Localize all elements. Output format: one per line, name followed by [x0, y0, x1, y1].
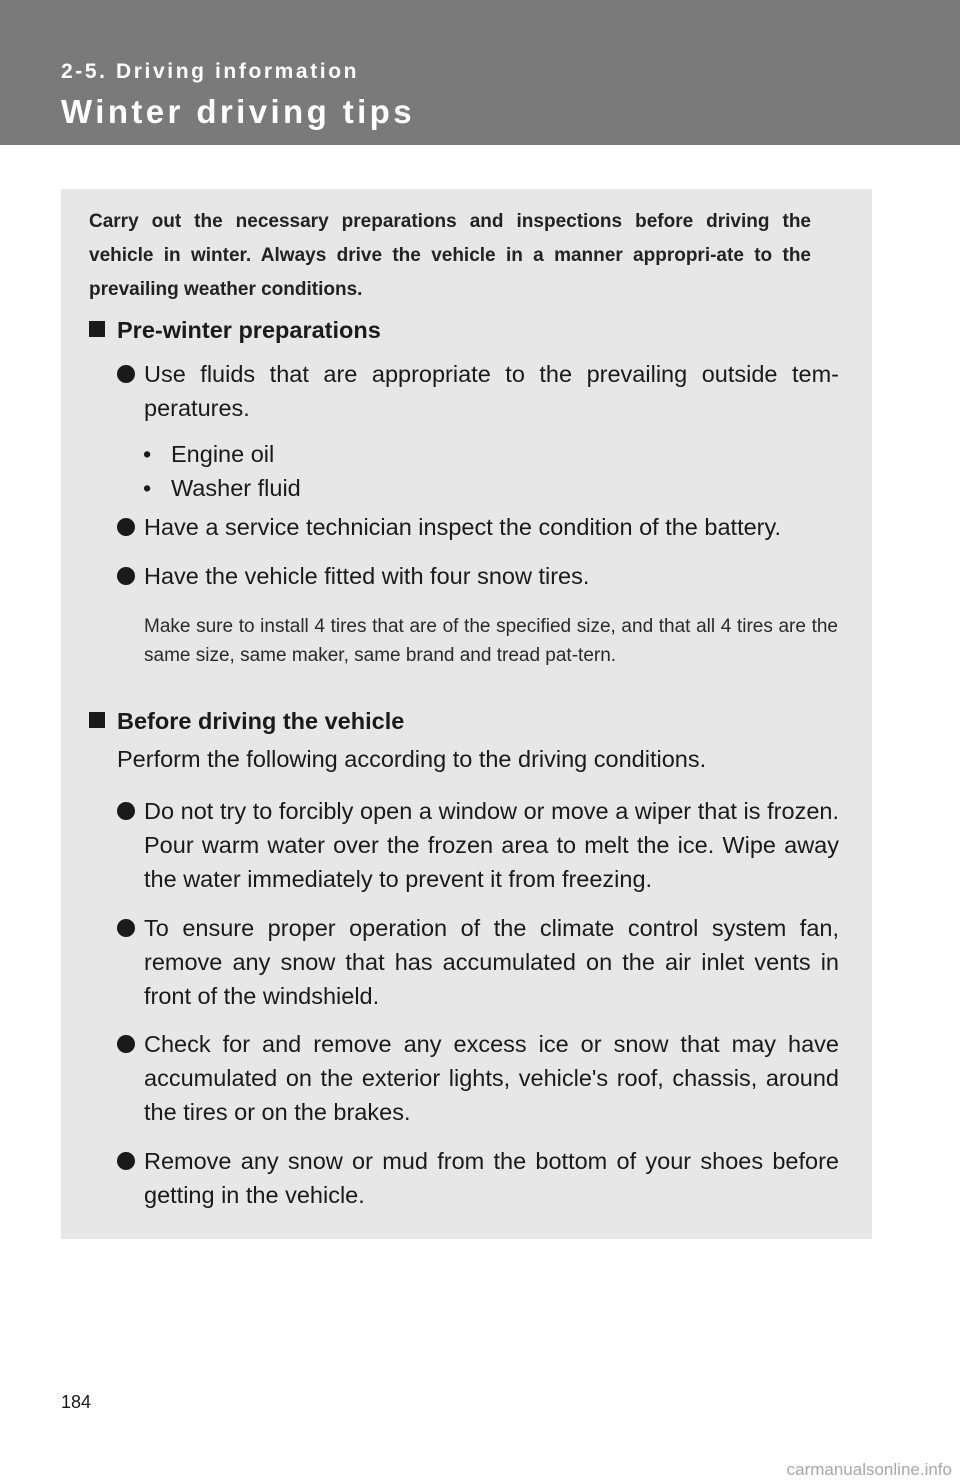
bullet-dot-icon	[117, 1152, 135, 1170]
square-bullet-icon	[89, 321, 105, 337]
sub-item-engine-oil	[143, 441, 274, 468]
bullet-dot-icon	[117, 802, 135, 820]
sub-bullet-icon: •	[143, 475, 152, 501]
page-number: 184	[61, 1392, 92, 1412]
list-item-text: Remove any snow or mud from the bottom of your shoes before getting in the vehicle.	[144, 1148, 839, 1208]
sub-item-washer-fluid	[143, 475, 301, 502]
intro-paragraph: Carry out the necessary preparations and inspections before driving the vehicle in winter. Always drive the vehicle in a manner appropri-ate to the prevailing weather conditions.	[89, 211, 811, 300]
page-title: Winter driving tips	[61, 93, 415, 130]
list-item	[117, 794, 839, 896]
bullet-dot-icon	[117, 518, 135, 536]
list-item	[117, 1144, 839, 1212]
pre-winter-heading	[89, 317, 381, 344]
section-header-bar	[0, 0, 960, 145]
before-driving-heading	[89, 708, 404, 735]
list-item	[117, 911, 839, 1013]
tire-note: Make sure to install 4 tires that are of the specified size, and that all 4 tires are the same size, same maker, same brand and tread pat-tern.	[144, 616, 838, 666]
watermark: carmanualsonline.info	[786, 1460, 952, 1479]
list-item-text: Check for and remove any excess ice or snow that may have accumulated on the exterior lights, vehicle's roof, chassis, around the tires or on the brakes.	[144, 1031, 839, 1125]
list-item-text: To ensure proper operation of the climate control system fan, remove any snow that has accumulated on the air inlet vents in front of the windshield.	[144, 915, 839, 1009]
bullet-dot-icon	[117, 567, 135, 585]
list-item-text: Use fluids that are appropriate to the prevailing outside tem-peratures.	[144, 361, 839, 421]
before-driving-intro: Perform the following according to the driving conditions.	[117, 746, 707, 772]
pre-winter-heading-text: Pre-winter preparations	[117, 317, 381, 343]
list-item	[117, 559, 839, 593]
list-item	[117, 510, 839, 544]
section-label: 2-5. Driving information	[61, 60, 360, 83]
list-item-text: Have a service technician inspect the condition of the battery.	[144, 514, 782, 540]
bullet-dot-icon	[117, 919, 135, 937]
sub-item-text: Washer fluid	[171, 475, 301, 501]
bullet-dot-icon	[117, 365, 135, 383]
content-box	[61, 189, 872, 1239]
bullet-dot-icon	[117, 1035, 135, 1053]
sub-item-text: Engine oil	[171, 441, 275, 467]
before-driving-heading-text: Before driving the vehicle	[117, 708, 405, 734]
list-item-text: Have the vehicle fitted with four snow tires.	[144, 563, 590, 589]
sub-bullet-icon: •	[143, 441, 152, 467]
list-item	[117, 1027, 839, 1129]
list-item-text: Do not try to forcibly open a window or move a wiper that is frozen. Pour warm water over the frozen area to melt the ice. Wipe away the water immediately to prevent it from freezing.	[144, 798, 839, 892]
list-item	[117, 357, 839, 425]
square-bullet-icon	[89, 712, 105, 728]
